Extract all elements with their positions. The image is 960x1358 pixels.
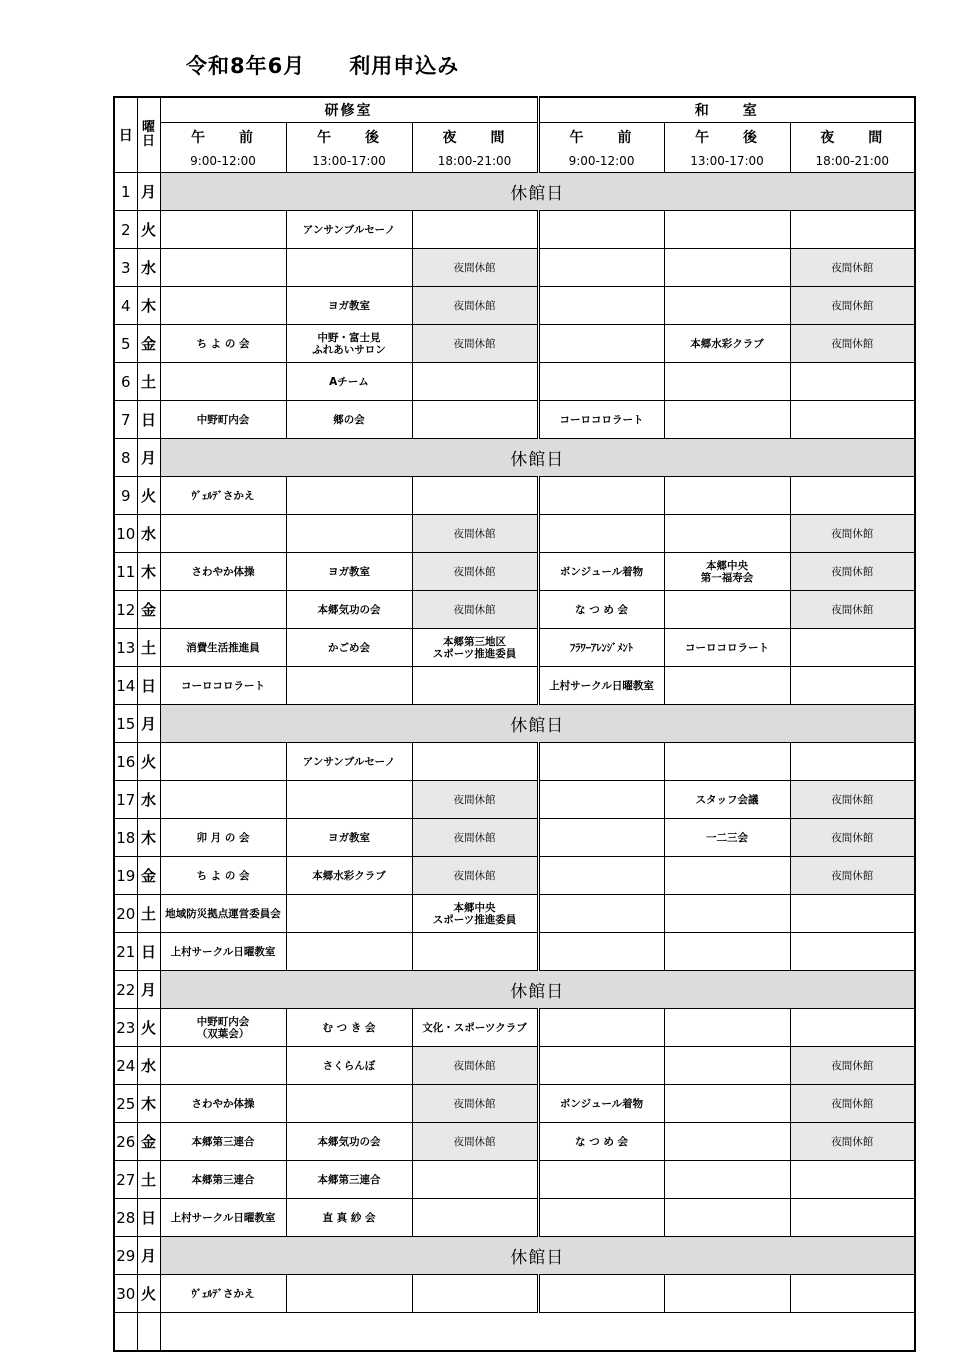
weekday: 水 xyxy=(137,1047,160,1085)
empty-slot-cell xyxy=(286,477,412,515)
night-closed-cell: 夜間休館 xyxy=(790,857,915,895)
empty-slot-cell xyxy=(160,515,286,553)
empty-slot-cell xyxy=(538,857,664,895)
booking-cell: 本郷水彩クラブ xyxy=(286,857,412,895)
booking-cell: コーロコロラート xyxy=(538,401,664,439)
day-row xyxy=(114,1237,915,1275)
empty-slot-cell xyxy=(538,1199,664,1237)
day-number: 22 xyxy=(114,971,137,1009)
empty-slot-cell xyxy=(412,363,538,401)
day-number: 19 xyxy=(114,857,137,895)
weekday: 火 xyxy=(137,743,160,781)
empty-slot-cell xyxy=(664,857,790,895)
empty-slot-cell xyxy=(664,667,790,705)
empty-slot-cell xyxy=(538,819,664,857)
empty-slot-cell xyxy=(286,249,412,287)
empty-slot-cell xyxy=(160,743,286,781)
booking-cell: アンサンブルセーノ xyxy=(286,743,412,781)
night-closed-cell: 夜間休館 xyxy=(412,287,538,325)
booking-cell: 文化・スポーツクラブ xyxy=(412,1009,538,1047)
day-number: 23 xyxy=(114,1009,137,1047)
slot-header: 夜 間 xyxy=(412,123,538,151)
booking-cell: 中野町内会 xyxy=(160,401,286,439)
empty-slot-cell xyxy=(790,629,915,667)
booking-cell: 本郷第三連合 xyxy=(160,1123,286,1161)
weekday: 火 xyxy=(137,1009,160,1047)
empty-slot-cell xyxy=(286,667,412,705)
booking-cell: さわやか体操 xyxy=(160,553,286,591)
day-row xyxy=(114,1123,915,1161)
day-number: 4 xyxy=(114,287,137,325)
day-row xyxy=(114,173,915,211)
day-row xyxy=(114,401,915,439)
night-closed-cell: 夜間休館 xyxy=(790,781,915,819)
weekday: 月 xyxy=(137,705,160,743)
night-closed-cell: 夜間休館 xyxy=(412,1123,538,1161)
time-range: 18:00-21:00 xyxy=(412,150,538,173)
booking-cell: 上村サークル日曜教室 xyxy=(538,667,664,705)
day-row xyxy=(114,857,915,895)
empty-slot-cell xyxy=(664,1009,790,1047)
booking-cell: ち よ の 会 xyxy=(160,857,286,895)
empty-slot-cell xyxy=(664,477,790,515)
time-range: 18:00-21:00 xyxy=(790,150,915,173)
day-row xyxy=(114,781,915,819)
empty-slot-cell xyxy=(790,1009,915,1047)
booking-cell: 本郷中央 第一福寿会 xyxy=(664,553,790,591)
empty-slot-cell xyxy=(790,477,915,515)
weekday: 火 xyxy=(137,477,160,515)
booking-cell: ヨガ教室 xyxy=(286,819,412,857)
booking-cell: ﾌﾗﾜｰｱﾚﾝｼﾞﾒﾝﾄ xyxy=(538,629,664,667)
empty-slot-cell xyxy=(538,781,664,819)
day-number: 6 xyxy=(114,363,137,401)
weekday: 月 xyxy=(137,1237,160,1275)
weekday-column-header xyxy=(137,97,160,173)
day-row xyxy=(114,971,915,1009)
time-range: 9:00-12:00 xyxy=(538,150,664,173)
day-number: 25 xyxy=(114,1085,137,1123)
night-closed-cell: 夜間休館 xyxy=(412,781,538,819)
empty-slot-cell xyxy=(412,1275,538,1313)
booking-cell: ｳﾞｪﾙﾃﾞさかえ xyxy=(160,1275,286,1313)
booking-cell: 本郷気功の会 xyxy=(286,1123,412,1161)
empty-slot-cell xyxy=(412,667,538,705)
day-number: 30 xyxy=(114,1275,137,1313)
booking-cell: 本郷中央 スポーツ推進委員 xyxy=(412,895,538,933)
night-closed-cell: 夜間休館 xyxy=(412,553,538,591)
booking-cell: さくらんぼ xyxy=(286,1047,412,1085)
night-closed-cell: 夜間休館 xyxy=(790,591,915,629)
day-row xyxy=(114,1047,915,1085)
empty-slot-cell xyxy=(538,211,664,249)
day-row xyxy=(114,591,915,629)
booking-cell: 本郷第三地区 スポーツ推進委員 xyxy=(412,629,538,667)
slot-header: 午 後 xyxy=(664,123,790,151)
night-closed-cell: 夜間休館 xyxy=(790,287,915,325)
empty-slot-cell xyxy=(412,743,538,781)
closed-day-banner: 休館日 xyxy=(160,705,915,743)
booking-cell: 上村サークル日曜教室 xyxy=(160,933,286,971)
empty-slot-cell xyxy=(538,1275,664,1313)
empty-slot-cell xyxy=(286,933,412,971)
night-closed-cell: 夜間休館 xyxy=(790,1047,915,1085)
booking-cell: コーロコロラート xyxy=(664,629,790,667)
weekday: 土 xyxy=(137,629,160,667)
empty-slot-cell xyxy=(538,1161,664,1199)
booking-cell: な つ め 会 xyxy=(538,591,664,629)
booking-cell: む つ き 会 xyxy=(286,1009,412,1047)
empty-slot-cell xyxy=(538,933,664,971)
booking-cell: アンサンブルセーノ xyxy=(286,211,412,249)
empty-slot-cell xyxy=(664,249,790,287)
weekday-header-text: 曜 日 xyxy=(141,120,155,149)
booking-cell: さわやか体操 xyxy=(160,1085,286,1123)
day-row xyxy=(114,1161,915,1199)
day-row xyxy=(114,819,915,857)
empty-slot-cell xyxy=(538,287,664,325)
empty-slot-cell xyxy=(412,401,538,439)
day-number: 21 xyxy=(114,933,137,971)
empty-slot-cell xyxy=(664,287,790,325)
weekday: 日 xyxy=(137,933,160,971)
empty-slot-cell xyxy=(412,211,538,249)
slot-header: 夜 間 xyxy=(790,123,915,151)
booking-cell: 直 真 紗 会 xyxy=(286,1199,412,1237)
empty-slot-cell xyxy=(538,743,664,781)
booking-cell: 消費生活推進員 xyxy=(160,629,286,667)
day-number: 3 xyxy=(114,249,137,287)
booking-cell: 上村サークル日曜教室 xyxy=(160,1199,286,1237)
slot-header: 午 前 xyxy=(160,123,286,151)
empty-slot-cell xyxy=(790,933,915,971)
weekday: 月 xyxy=(137,971,160,1009)
empty-slot-cell xyxy=(412,477,538,515)
empty-slot-cell xyxy=(664,211,790,249)
night-closed-cell: 夜間休館 xyxy=(412,819,538,857)
day-row xyxy=(114,1085,915,1123)
day-number: 1 xyxy=(114,173,137,211)
day-number: 2 xyxy=(114,211,137,249)
weekday: 火 xyxy=(137,1275,160,1313)
weekday: 月 xyxy=(137,439,160,477)
day-number: 16 xyxy=(114,743,137,781)
empty-slot-cell xyxy=(664,743,790,781)
weekday: 日 xyxy=(137,1199,160,1237)
day-number: 10 xyxy=(114,515,137,553)
day-row xyxy=(114,933,915,971)
weekday: 水 xyxy=(137,249,160,287)
blank-row-cell xyxy=(160,1313,915,1352)
empty-slot-cell xyxy=(160,1047,286,1085)
day-number: 5 xyxy=(114,325,137,363)
day-number: 20 xyxy=(114,895,137,933)
night-closed-cell: 夜間休館 xyxy=(412,857,538,895)
time-range: 13:00-17:00 xyxy=(664,150,790,173)
day-row xyxy=(114,325,915,363)
booking-cell: ヨガ教室 xyxy=(286,287,412,325)
empty-slot-cell xyxy=(790,401,915,439)
empty-slot-cell xyxy=(790,1161,915,1199)
empty-slot-cell xyxy=(412,1199,538,1237)
booking-cell: スタッフ会議 xyxy=(664,781,790,819)
day-number: 13 xyxy=(114,629,137,667)
empty-slot-cell xyxy=(790,1199,915,1237)
night-closed-cell: 夜間休館 xyxy=(790,1123,915,1161)
day-row xyxy=(114,1009,915,1047)
booking-cell: 本郷水彩クラブ xyxy=(664,325,790,363)
empty-slot-cell xyxy=(160,363,286,401)
day-row xyxy=(114,553,915,591)
day-row xyxy=(114,439,915,477)
time-range: 13:00-17:00 xyxy=(286,150,412,173)
weekday: 日 xyxy=(137,667,160,705)
weekday xyxy=(137,1313,160,1352)
night-closed-cell: 夜間休館 xyxy=(790,553,915,591)
empty-slot-cell xyxy=(538,515,664,553)
empty-slot-cell xyxy=(664,933,790,971)
weekday: 金 xyxy=(137,325,160,363)
day-row xyxy=(114,287,915,325)
day-row xyxy=(114,249,915,287)
day-number: 11 xyxy=(114,553,137,591)
day-number: 26 xyxy=(114,1123,137,1161)
booking-cell: な つ め 会 xyxy=(538,1123,664,1161)
booking-cell: Aチーム xyxy=(286,363,412,401)
empty-slot-cell xyxy=(790,667,915,705)
day-number: 9 xyxy=(114,477,137,515)
weekday: 木 xyxy=(137,287,160,325)
empty-slot-cell xyxy=(538,1009,664,1047)
slot-header: 午 後 xyxy=(286,123,412,151)
weekday: 日 xyxy=(137,401,160,439)
booking-cell: ボンジュール着物 xyxy=(538,1085,664,1123)
night-closed-cell: 夜間休館 xyxy=(412,1085,538,1123)
booking-cell: ｳﾞｪﾙﾃﾞさかえ xyxy=(160,477,286,515)
day-number: 28 xyxy=(114,1199,137,1237)
booking-cell: 中野町内会 （双葉会） xyxy=(160,1009,286,1047)
empty-slot-cell xyxy=(664,363,790,401)
booking-cell: かごめ会 xyxy=(286,629,412,667)
weekday: 土 xyxy=(137,363,160,401)
empty-slot-cell xyxy=(286,895,412,933)
day-row xyxy=(114,629,915,667)
booking-cell: ボンジュール着物 xyxy=(538,553,664,591)
empty-slot-cell xyxy=(286,781,412,819)
empty-slot-cell xyxy=(790,743,915,781)
empty-slot-cell xyxy=(538,1047,664,1085)
empty-slot-cell xyxy=(160,211,286,249)
booking-cell: 中野・富士見 ふれあいサロン xyxy=(286,325,412,363)
weekday: 木 xyxy=(137,1085,160,1123)
weekday: 金 xyxy=(137,1123,160,1161)
night-closed-cell: 夜間休館 xyxy=(790,249,915,287)
weekday: 土 xyxy=(137,1161,160,1199)
empty-slot-cell xyxy=(790,363,915,401)
day-column-header: 日 xyxy=(114,97,137,173)
closed-day-banner: 休館日 xyxy=(160,1237,915,1275)
empty-slot-cell xyxy=(664,515,790,553)
day-row xyxy=(114,515,915,553)
day-number: 15 xyxy=(114,705,137,743)
day-row xyxy=(114,211,915,249)
page-title: 令和8年6月 利用申込み xyxy=(186,54,460,78)
night-closed-cell: 夜間休館 xyxy=(412,1047,538,1085)
day-number: 27 xyxy=(114,1161,137,1199)
booking-cell: コーロコロラート xyxy=(160,667,286,705)
weekday: 木 xyxy=(137,553,160,591)
day-row xyxy=(114,705,915,743)
empty-slot-cell xyxy=(412,1161,538,1199)
booking-cell: 地域防災拠点運営委員会 xyxy=(160,895,286,933)
empty-slot-cell xyxy=(790,211,915,249)
empty-slot-cell xyxy=(664,1085,790,1123)
booking-cell: 本郷気功の会 xyxy=(286,591,412,629)
closed-day-banner: 休館日 xyxy=(160,173,915,211)
empty-slot-cell xyxy=(160,287,286,325)
day-number: 7 xyxy=(114,401,137,439)
day-row xyxy=(114,477,915,515)
day-row xyxy=(114,1275,915,1313)
closed-day-banner: 休館日 xyxy=(160,971,915,1009)
empty-slot-cell xyxy=(664,1161,790,1199)
night-closed-cell: 夜間休館 xyxy=(412,591,538,629)
empty-slot-cell xyxy=(664,1275,790,1313)
day-number xyxy=(114,1313,137,1352)
empty-slot-cell xyxy=(538,363,664,401)
weekday: 水 xyxy=(137,781,160,819)
time-range: 9:00-12:00 xyxy=(160,150,286,173)
day-number: 14 xyxy=(114,667,137,705)
day-row xyxy=(114,1199,915,1237)
night-closed-cell: 夜間休館 xyxy=(412,515,538,553)
empty-slot-cell xyxy=(286,1085,412,1123)
night-closed-cell: 夜間休館 xyxy=(790,1085,915,1123)
day-number: 17 xyxy=(114,781,137,819)
empty-slot-cell xyxy=(160,591,286,629)
day-row xyxy=(114,1313,915,1352)
weekday: 金 xyxy=(137,857,160,895)
weekday: 水 xyxy=(137,515,160,553)
empty-slot-cell xyxy=(286,1275,412,1313)
weekday: 土 xyxy=(137,895,160,933)
day-row xyxy=(114,363,915,401)
empty-slot-cell xyxy=(664,895,790,933)
empty-slot-cell xyxy=(538,249,664,287)
empty-slot-cell xyxy=(664,1199,790,1237)
booking-cell: 一二三会 xyxy=(664,819,790,857)
weekday: 火 xyxy=(137,211,160,249)
empty-slot-cell xyxy=(160,249,286,287)
night-closed-cell: 夜間休館 xyxy=(412,325,538,363)
day-number: 24 xyxy=(114,1047,137,1085)
night-closed-cell: 夜間休館 xyxy=(412,249,538,287)
empty-slot-cell xyxy=(538,325,664,363)
closed-day-banner: 休館日 xyxy=(160,439,915,477)
empty-slot-cell xyxy=(538,895,664,933)
empty-slot-cell xyxy=(664,1047,790,1085)
day-number: 29 xyxy=(114,1237,137,1275)
empty-slot-cell xyxy=(664,591,790,629)
booking-cell: ヨガ教室 xyxy=(286,553,412,591)
day-number: 12 xyxy=(114,591,137,629)
weekday: 金 xyxy=(137,591,160,629)
section-header-training-room: 研修室 xyxy=(160,97,538,123)
section-header-japanese-room: 和 室 xyxy=(538,97,915,123)
weekday: 木 xyxy=(137,819,160,857)
day-number: 8 xyxy=(114,439,137,477)
night-closed-cell: 夜間休館 xyxy=(790,515,915,553)
slot-header: 午 前 xyxy=(538,123,664,151)
night-closed-cell: 夜間休館 xyxy=(790,325,915,363)
empty-slot-cell xyxy=(538,477,664,515)
day-row xyxy=(114,667,915,705)
empty-slot-cell xyxy=(790,895,915,933)
day-row xyxy=(114,743,915,781)
empty-slot-cell xyxy=(286,515,412,553)
booking-cell: ち よ の 会 xyxy=(160,325,286,363)
empty-slot-cell xyxy=(664,401,790,439)
schedule-table xyxy=(113,96,916,1352)
booking-cell: 本郷第三連合 xyxy=(160,1161,286,1199)
booking-cell: 郷の会 xyxy=(286,401,412,439)
night-closed-cell: 夜間休館 xyxy=(790,819,915,857)
empty-slot-cell xyxy=(664,1123,790,1161)
day-row xyxy=(114,895,915,933)
weekday: 月 xyxy=(137,173,160,211)
booking-cell: 本郷第三連合 xyxy=(286,1161,412,1199)
empty-slot-cell xyxy=(790,1275,915,1313)
booking-cell: 卯 月 の 会 xyxy=(160,819,286,857)
empty-slot-cell xyxy=(412,933,538,971)
day-number: 18 xyxy=(114,819,137,857)
empty-slot-cell xyxy=(160,781,286,819)
